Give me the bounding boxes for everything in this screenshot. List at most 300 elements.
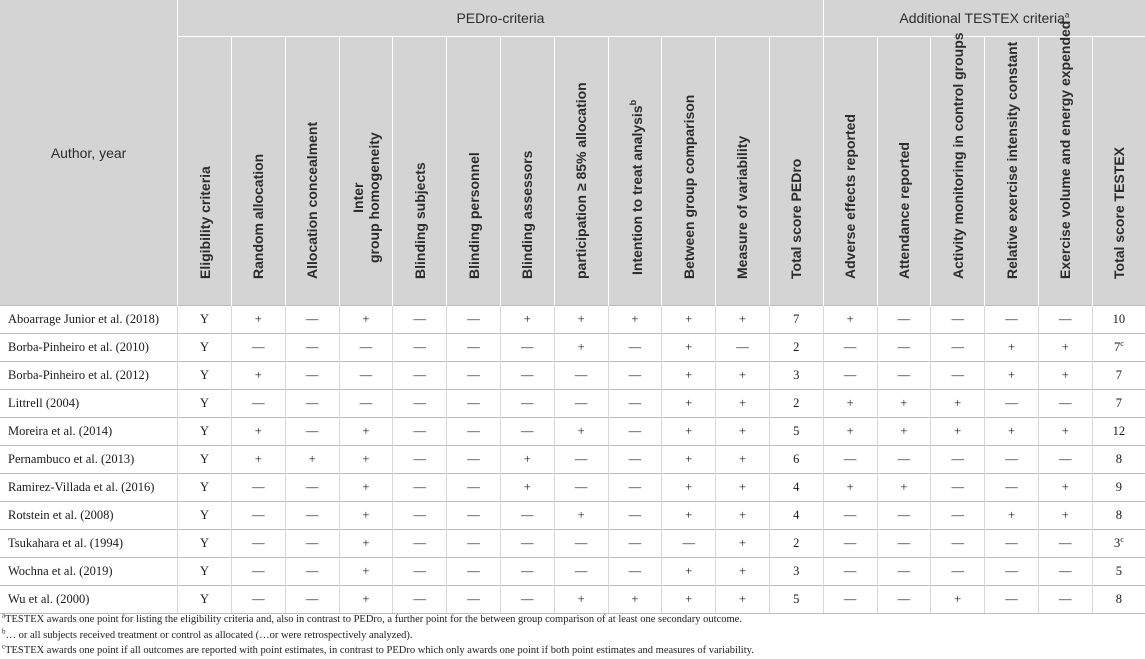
criteria-value-cell (339, 390, 393, 418)
cell-value: — (843, 340, 857, 354)
criteria-value-cell (823, 558, 877, 586)
cell-value: — (252, 592, 265, 606)
criteria-value-cell (1038, 502, 1092, 530)
cell-value: + (308, 452, 316, 466)
total-score-testex-cell (1092, 334, 1145, 362)
cell-value: 3 (1113, 536, 1121, 550)
criteria-value-cell (823, 362, 877, 390)
cell-value: — (574, 368, 588, 382)
criteria-header-cell (285, 37, 339, 306)
cell-value: + (1061, 368, 1069, 382)
criteria-value-cell (231, 362, 285, 390)
criteria-label-text: Inter group homogeneity (349, 132, 382, 263)
criteria-value-cell (393, 362, 447, 390)
criteria-value-cell (662, 502, 716, 530)
cell-value: — (467, 424, 480, 438)
criteria-label-text: Relative exercise intensity constant (1003, 41, 1020, 279)
criteria-value-cell (447, 362, 501, 390)
criteria-header-cell (931, 32, 985, 306)
criteria-value-cell (608, 558, 662, 586)
criteria-value-cell (178, 390, 232, 418)
cell-value: + (685, 508, 693, 522)
cell-value: — (628, 452, 642, 466)
cell-value: — (1005, 312, 1018, 326)
cell-value: — (413, 368, 426, 382)
criteria-value-cell (285, 558, 339, 586)
cell-value: — (1059, 452, 1072, 466)
cell-value: — (252, 536, 265, 550)
criteria-value-cell (178, 474, 232, 502)
criteria-value-cell (500, 446, 554, 474)
cell-value: — (951, 508, 964, 522)
cell-value: — (305, 508, 319, 522)
criteria-header-cell (985, 37, 1039, 306)
criteria-value-cell (716, 586, 770, 614)
cell-value: Y (200, 396, 210, 410)
cell-value: — (359, 368, 373, 382)
criteria-value-cell (1038, 334, 1092, 362)
cell-value: + (685, 592, 693, 606)
cell-value: — (843, 592, 857, 606)
criteria-value-cell (985, 306, 1039, 334)
criteria-value-cell (931, 306, 985, 334)
criteria-label-text: Eligibility criteria (196, 166, 213, 279)
criteria-label (625, 100, 645, 275)
criteria-value-cell (447, 530, 501, 558)
criteria-value-cell (877, 586, 931, 614)
criteria-label (519, 151, 535, 279)
criteria-value-cell (554, 418, 608, 446)
criteria-value-cell (823, 334, 877, 362)
criteria-value-cell (877, 362, 931, 390)
criteria-value-cell (554, 446, 608, 474)
criteria-label (734, 136, 750, 279)
cell-value: + (523, 312, 531, 326)
cell-value: — (521, 396, 534, 410)
cell-value: + (954, 396, 962, 410)
cell-value: — (574, 452, 588, 466)
cell-value: — (1059, 592, 1072, 606)
criteria-value-cell (608, 446, 662, 474)
cell-value: + (1061, 508, 1069, 522)
cell-value: — (1005, 480, 1018, 494)
criteria-header-cell (769, 37, 823, 306)
cell-value: — (897, 536, 911, 550)
criteria-value-cell (285, 306, 339, 334)
pedro-criteria-header (178, 0, 824, 37)
cell-value: 8 (1115, 592, 1122, 606)
table-row (0, 586, 1145, 614)
cell-value: — (467, 312, 480, 326)
criteria-value-cell (178, 586, 232, 614)
cell-value: — (897, 368, 911, 382)
cell-value: 4 (793, 508, 800, 522)
cell-value: — (628, 368, 642, 382)
cell-value: — (951, 536, 964, 550)
cell-value: 7 (1113, 340, 1121, 354)
cell-value: + (954, 424, 962, 438)
criteria-value-cell (393, 306, 447, 334)
cell-value: — (413, 340, 426, 354)
cell-value: + (738, 312, 747, 326)
criteria-value-cell (931, 502, 985, 530)
cell-value: — (521, 536, 534, 550)
criteria-value-cell (285, 530, 339, 558)
cell-value: — (467, 396, 480, 410)
cell-value: — (413, 424, 426, 438)
cell-value: + (1061, 480, 1069, 494)
criteria-label-text: Blinding subjects (411, 162, 428, 279)
cell-value: + (1007, 368, 1016, 382)
criteria-header-cell (662, 37, 716, 306)
cell-value: + (577, 424, 585, 438)
cell-value: Y (200, 508, 210, 522)
cell-value: — (467, 452, 480, 466)
criteria-header-cell (823, 37, 877, 306)
criteria-value-cell (931, 362, 985, 390)
criteria-value-cell (178, 306, 232, 334)
criteria-value-cell (447, 306, 501, 334)
criteria-value-cell (931, 530, 985, 558)
cell-value: + (900, 396, 908, 410)
criteria-value-cell (285, 502, 339, 530)
criteria-value-cell (1038, 586, 1092, 614)
criteria-value-cell (1038, 362, 1092, 390)
table-row (0, 502, 1145, 530)
cell-value: + (1007, 340, 1016, 354)
criteria-value-cell (877, 558, 931, 586)
criteria-value-cell (339, 334, 393, 362)
cell-value: + (954, 592, 962, 606)
criteria-label-text: Intention to treat analysis (628, 105, 645, 276)
criteria-value-cell (823, 502, 877, 530)
criteria-value-cell (662, 558, 716, 586)
cell-value: — (305, 340, 319, 354)
cell-value: 4 (793, 480, 800, 494)
cell-value: + (254, 452, 262, 466)
criteria-value-cell (1038, 418, 1092, 446)
criteria-header-cell (877, 37, 931, 306)
criteria-value-cell (877, 446, 931, 474)
cell-value: — (1059, 536, 1072, 550)
criteria-value-cell (339, 586, 393, 614)
criteria-label-text: Total score PEDro (788, 158, 805, 279)
criteria-value-cell (877, 334, 931, 362)
criteria-value-cell (447, 474, 501, 502)
cell-value: + (362, 452, 370, 466)
criteria-value-cell (877, 474, 931, 502)
criteria-header-cell (178, 37, 232, 306)
criteria-value-cell (285, 334, 339, 362)
criteria-value-cell (339, 362, 393, 390)
cell-value: 2 (793, 536, 800, 550)
criteria-label (250, 154, 266, 279)
criteria-label-text: Total score TESTEX (1110, 147, 1127, 279)
cell-value: — (951, 480, 964, 494)
cell-value: — (628, 536, 642, 550)
criteria-value-cell (554, 390, 608, 418)
cell-value: 3 (793, 368, 800, 382)
criteria-value-cell (823, 474, 877, 502)
cell-value: 7 (793, 312, 800, 326)
total-score-testex-cell (1092, 586, 1145, 614)
criteria-value-cell (931, 446, 985, 474)
cell-value: 6 (793, 452, 800, 466)
cell-value: — (951, 564, 964, 578)
criteria-value-cell (608, 586, 662, 614)
footnote-text: TESTEX awards one point if all outcomes are reported with point estimates, in contrast to PEDro which only awards one point if both point estimates and measures of variability. (5, 645, 754, 657)
author-cell: Borba-Pinheiro et al. (2012) (0, 362, 178, 390)
cell-value: — (521, 340, 534, 354)
criteria-value-cell (985, 390, 1039, 418)
criteria-label-text: Blinding personnel (465, 152, 482, 279)
cell-value: 9 (1115, 480, 1122, 494)
total-score-testex-cell (1092, 418, 1145, 446)
criteria-value-cell (769, 530, 823, 558)
criteria-value-cell (178, 558, 232, 586)
cell-value: — (413, 480, 426, 494)
criteria-header-cell (500, 37, 554, 306)
table-row (0, 418, 1145, 446)
cell-value: + (254, 424, 262, 438)
cell-value: — (897, 452, 911, 466)
criteria-label (412, 162, 428, 279)
criteria-value-cell (285, 446, 339, 474)
criteria-value-cell (662, 530, 716, 558)
cell-value: 3 (793, 564, 800, 578)
cell-value: — (574, 536, 588, 550)
cell-value: — (682, 536, 695, 550)
criteria-value-cell (500, 334, 554, 362)
criteria-value-cell (877, 306, 931, 334)
criteria-label (573, 82, 589, 279)
criteria-label-text: Adverse effects reported (842, 114, 859, 279)
criteria-value-cell (339, 502, 393, 530)
criteria-value-cell (823, 418, 877, 446)
cell-value: — (305, 564, 319, 578)
criteria-value-cell (823, 390, 877, 418)
criteria-label-text: Between group comparison (680, 94, 697, 279)
cell-value: + (738, 508, 747, 522)
criteria-header-cell (1038, 20, 1092, 306)
criteria-header-cell (393, 37, 447, 306)
criteria-value-cell (877, 530, 931, 558)
cell-value: + (577, 508, 585, 522)
cell-value: Y (200, 424, 210, 438)
criteria-value-cell (823, 446, 877, 474)
criteria-value-cell (769, 390, 823, 418)
group-header-row (0, 0, 1145, 37)
footnote (2, 643, 754, 659)
criteria-value-cell (877, 502, 931, 530)
criteria-value-cell (716, 306, 770, 334)
cell-value: 8 (1115, 452, 1122, 466)
cell-value: Y (200, 312, 210, 326)
criteria-value-cell (554, 334, 608, 362)
criteria-value-cell (231, 530, 285, 558)
cell-value: — (413, 396, 426, 410)
cell-value: + (254, 368, 262, 382)
criteria-value-cell (877, 418, 931, 446)
criteria-value-cell (769, 474, 823, 502)
cell-value: — (951, 312, 964, 326)
criteria-label-text: Activity monitoring in control groups (949, 32, 966, 279)
criteria-header-cell (339, 37, 393, 306)
criteria-value-cell (285, 474, 339, 502)
criteria-value-cell (500, 418, 554, 446)
cell-value: + (631, 312, 639, 326)
total-score-testex-cell (1092, 530, 1145, 558)
cell-value: — (413, 592, 426, 606)
criteria-value-cell (554, 362, 608, 390)
cell-value: — (467, 480, 480, 494)
cell-value: — (467, 592, 480, 606)
criteria-value-cell (393, 558, 447, 586)
criteria-label (896, 142, 912, 279)
table-row (0, 530, 1145, 558)
cell-value: + (738, 452, 747, 466)
cell-value: — (628, 564, 642, 578)
cell-value: — (467, 508, 480, 522)
cell-value: — (574, 480, 588, 494)
criteria-value-cell (769, 446, 823, 474)
cell-value: — (359, 396, 373, 410)
criteria-value-cell (608, 474, 662, 502)
cell-value: + (362, 508, 370, 522)
cell-value: 2 (793, 340, 800, 354)
cell-value: — (521, 424, 534, 438)
criteria-value-cell (985, 418, 1039, 446)
criteria-label (350, 132, 382, 263)
criteria-value-cell (231, 418, 285, 446)
cell-value: — (1059, 564, 1072, 578)
cell-value: — (1005, 452, 1018, 466)
criteria-value-cell (716, 474, 770, 502)
criteria-value-cell (178, 502, 232, 530)
cell-value: 7 (1115, 368, 1122, 382)
criteria-value-cell (554, 586, 608, 614)
criteria-value-cell (608, 334, 662, 362)
cell-value: + (685, 396, 693, 410)
cell-value: — (843, 564, 857, 578)
cell-value: + (362, 312, 370, 326)
cell-value: + (685, 452, 693, 466)
criteria-label-text: Exercise volume and energy expended (1057, 20, 1074, 279)
footnote-text: … or all subjects received treatment or control as allocated (…or were retrospectively analyzed). (5, 629, 413, 641)
criteria-value-cell (716, 502, 770, 530)
criteria-value-cell (1038, 530, 1092, 558)
criteria-header-cell (716, 37, 770, 306)
criteria-value-cell (608, 306, 662, 334)
footnote-text: TESTEX awards one point for listing the eligibility criteria and, also in contrast to PEDro, a further point for the between group comparison of at least one secondary outcome. (5, 614, 742, 625)
criteria-label (842, 114, 858, 279)
cell-value: Y (200, 368, 210, 382)
footnote (2, 612, 754, 628)
cell-value: + (362, 592, 370, 606)
cell-value: + (900, 480, 908, 494)
cell-value: + (1007, 424, 1016, 438)
criteria-value-cell (447, 586, 501, 614)
criteria-value-cell (716, 530, 770, 558)
total-score-testex-cell (1092, 502, 1145, 530)
criteria-label-text: Allocation concealment (304, 121, 321, 279)
criteria-value-cell (931, 558, 985, 586)
cell-value: — (413, 536, 426, 550)
criteria-value-cell (500, 390, 554, 418)
cell-value: — (1005, 592, 1018, 606)
cell-value: — (305, 480, 319, 494)
cell-value: + (577, 592, 585, 606)
criteria-label (950, 32, 966, 279)
criteria-value-cell (931, 586, 985, 614)
author-cell: Pernambuco et al. (2013) (0, 446, 178, 474)
cell-value: + (685, 424, 693, 438)
cell-value: + (523, 452, 531, 466)
cell-value: — (413, 564, 426, 578)
criteria-value-cell (178, 418, 232, 446)
cell-value: + (1061, 424, 1069, 438)
total-score-testex-cell (1092, 446, 1145, 474)
criteria-value-cell (931, 474, 985, 502)
cell-value: Y (200, 564, 210, 578)
criteria-value-cell (769, 362, 823, 390)
criteria-value-cell (231, 334, 285, 362)
criteria-value-cell (231, 586, 285, 614)
criteria-label (466, 152, 482, 279)
criteria-value-cell (931, 334, 985, 362)
criteria-value-cell (231, 502, 285, 530)
criteria-value-cell (339, 306, 393, 334)
author-cell: Aboarrage Junior et al. (2018) (0, 306, 178, 334)
author-cell: Ramirez-Villada et al. (2016) (0, 474, 178, 502)
criteria-value-cell (500, 586, 554, 614)
criteria-value-cell (554, 474, 608, 502)
cell-value: + (1061, 340, 1069, 354)
criteria-label (788, 159, 804, 279)
cell-value: — (305, 396, 319, 410)
cell-value: — (521, 508, 534, 522)
cell-value: — (521, 564, 534, 578)
criteria-label (197, 166, 213, 279)
cell-value: — (252, 396, 265, 410)
cell-value: + (846, 480, 854, 494)
criteria-value-cell (339, 418, 393, 446)
cell-value: — (951, 340, 964, 354)
author-cell: Wu et al. (2000) (0, 586, 178, 614)
criteria-value-cell (662, 362, 716, 390)
cell-value: — (628, 508, 642, 522)
cell-value: + (738, 536, 747, 550)
criteria-value-cell (716, 446, 770, 474)
cell-value: — (467, 564, 480, 578)
cell-value: 8 (1115, 508, 1122, 522)
cell-value: Y (200, 480, 210, 494)
cell-value: 10 (1112, 312, 1126, 326)
criteria-label (304, 122, 320, 279)
cell-value: — (843, 536, 857, 550)
criteria-value-cell (769, 586, 823, 614)
cell-value: Y (200, 592, 210, 606)
criteria-value-cell (662, 446, 716, 474)
cell-value: + (577, 340, 585, 354)
criteria-value-cell (178, 446, 232, 474)
testex-criteria-label: Additional TESTEX criteria (899, 10, 1065, 26)
total-score-testex-cell (1092, 558, 1145, 586)
criteria-value-cell (554, 530, 608, 558)
criteria-value-cell (769, 418, 823, 446)
criteria-label (681, 95, 697, 279)
criteria-value-cell (231, 558, 285, 586)
